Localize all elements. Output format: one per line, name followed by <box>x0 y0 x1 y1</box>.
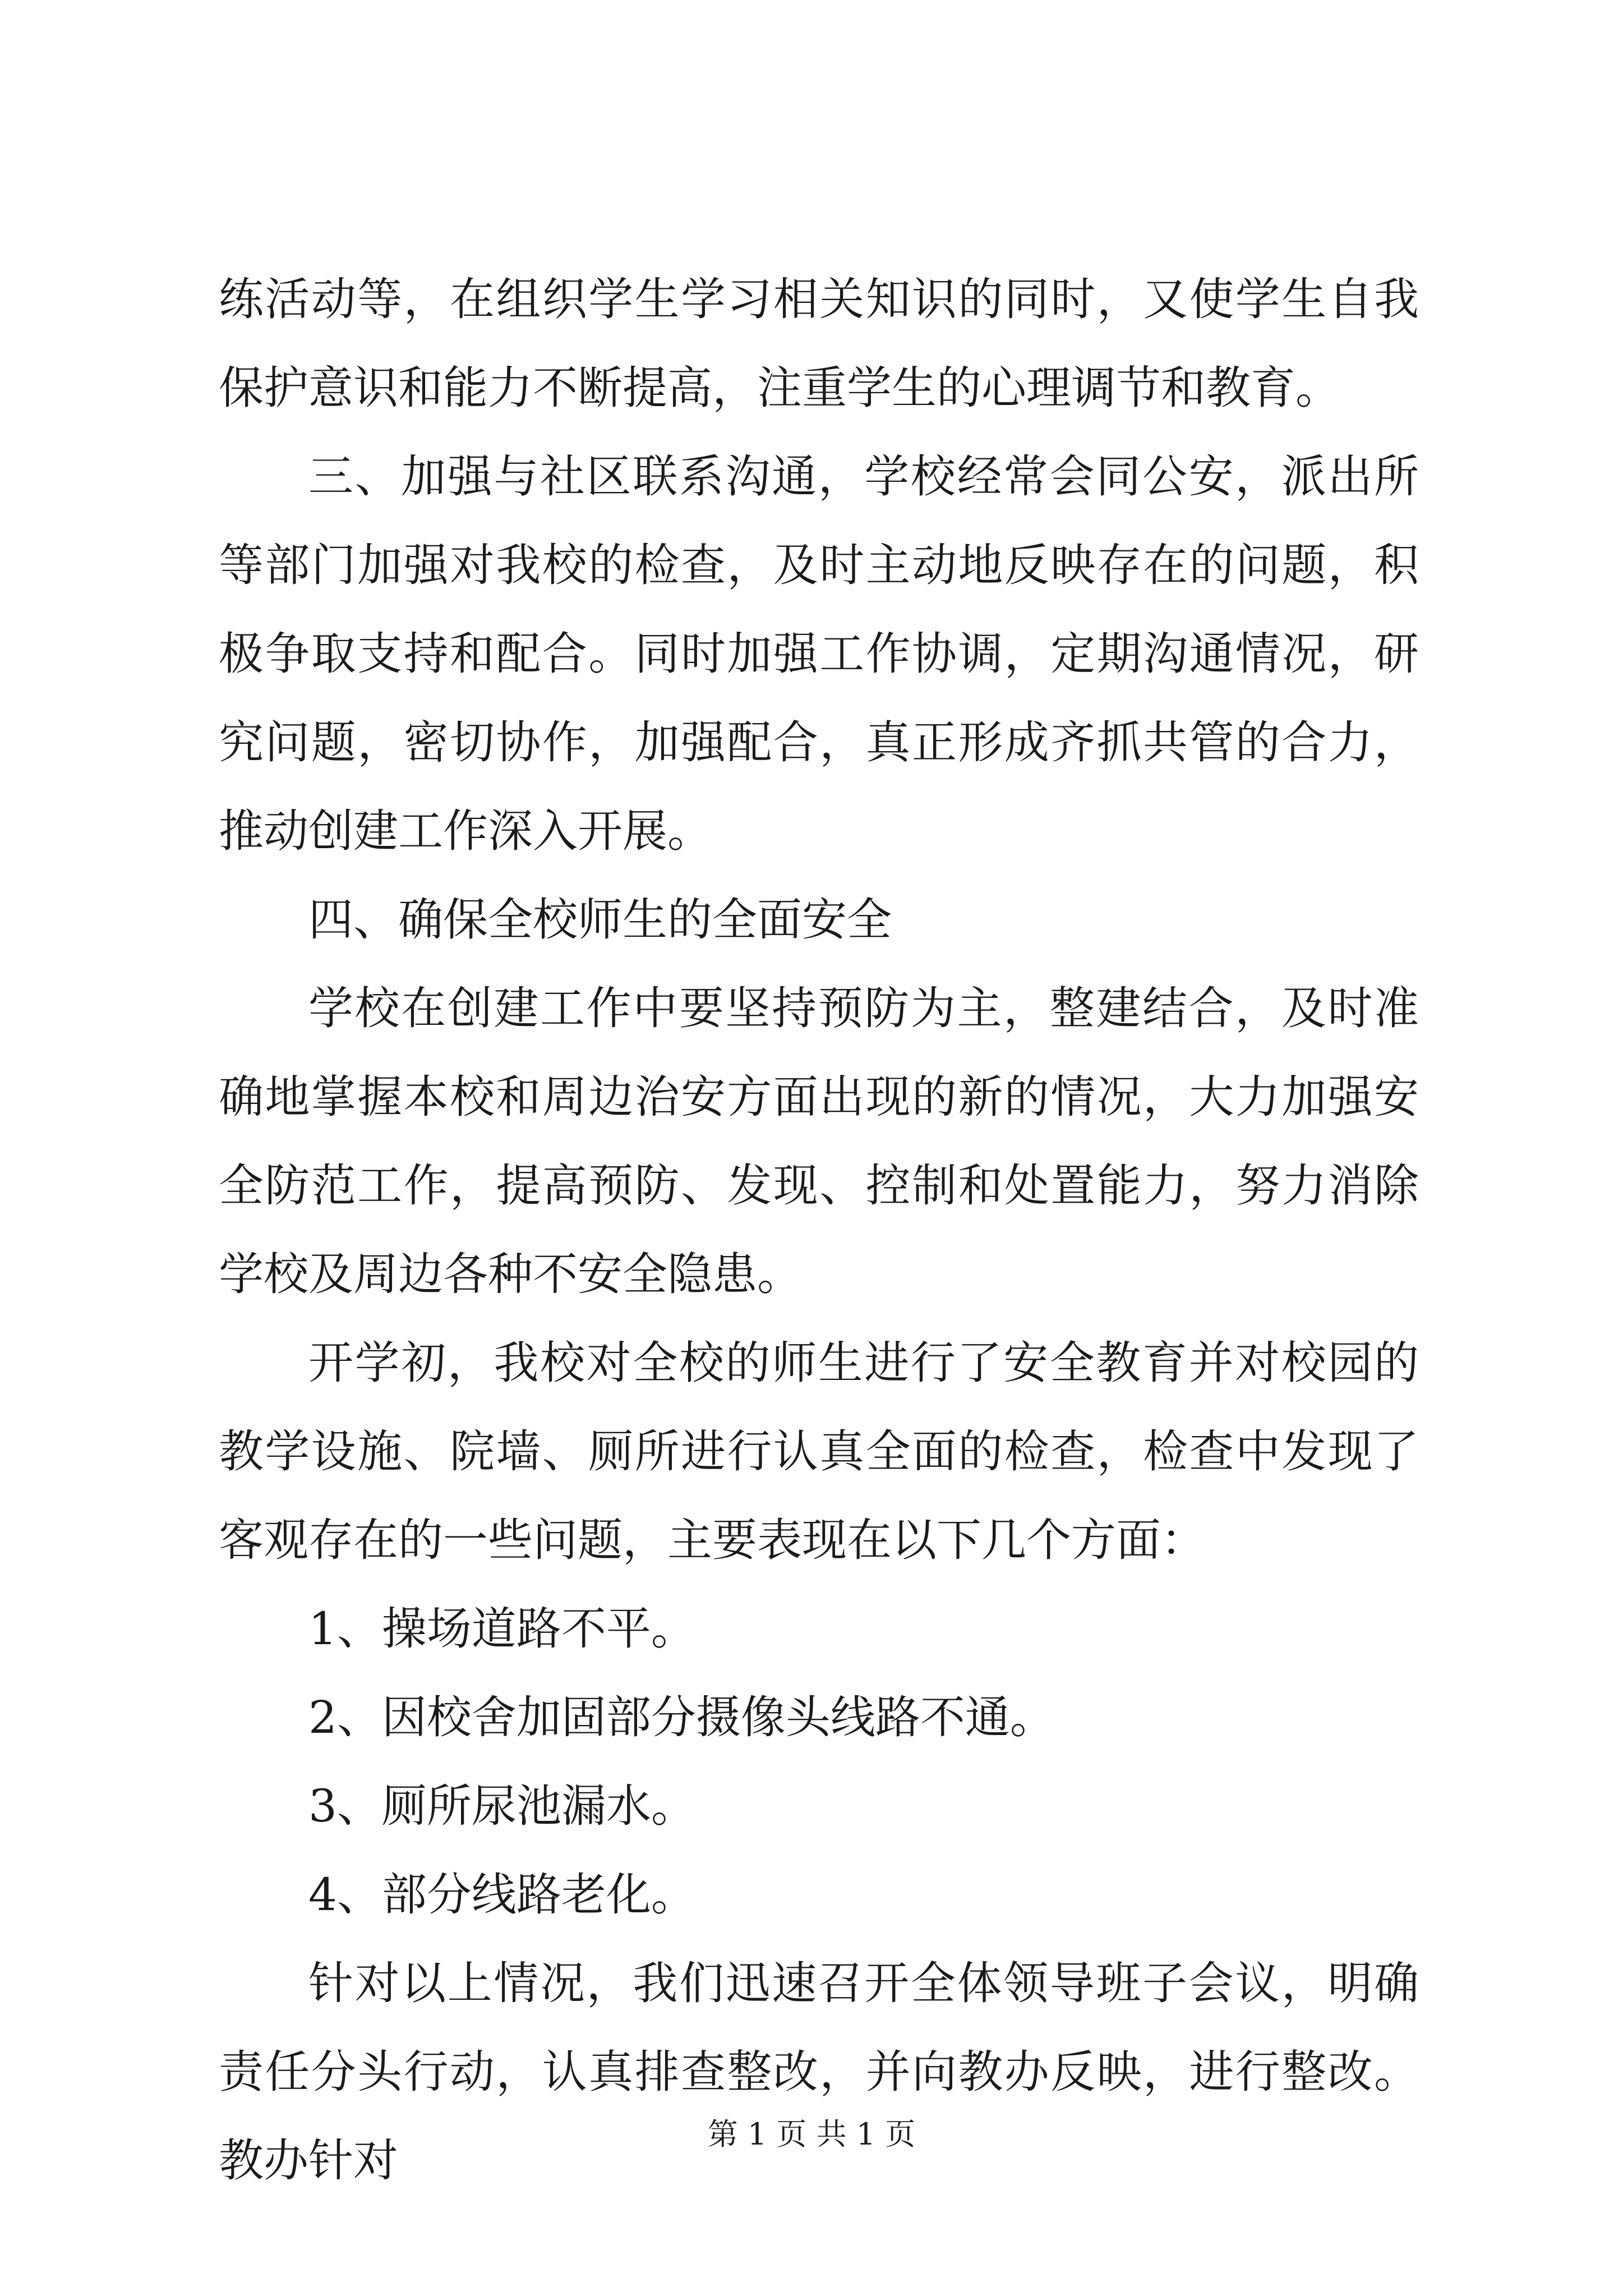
page-number-label: 第 1 页 共 1 页 <box>707 2116 916 2152</box>
paragraph: 开学初，我校对全校的师生进行了安全教育并对校园的教学设施、院墙、厕所进行认真全面的检查，检查中发现了客观存在的一些问题，主要表现在以下几个方面： <box>219 1337 1419 1566</box>
paragraph: 三、加强与社区联系沟通，学校经常会同公安，派出所等部门加强对我校的检查，及时主动地反映存在的问题，积极争取支持和配合。同时加强工作协调，定期沟通情况，研究问题，密切协作，加强配合，真正形成齐抓共管的合力，推动创建工作深入开展。 <box>219 450 1419 857</box>
paragraph: 学校在创建工作中要坚持预防为主，整建结合，及时准确地掌握本校和周边治安方面出现的新的情况，大力加强安全防范工作，提高预防、发现、控制和处置能力，努力消除学校及周边各种不安全隐患。 <box>219 982 1419 1300</box>
section-heading: 四、确保全校师生的全面安全 <box>308 894 892 946</box>
list-item: 2、因校舍加固部分摄像头线路不通。 <box>308 1691 1055 1743</box>
list-item: 4、部分线路老化。 <box>308 1869 696 1921</box>
page-footer <box>0 2115 1623 2154</box>
list-item: 3、厕所尿池漏水。 <box>308 1780 696 1832</box>
paragraph: 针对以上情况，我们迅速召开全体领导班子会议，明确责任分头行动，认真排查整改，并向教办反映，进行整改。教办针对 <box>219 1957 1419 2187</box>
document-body <box>219 255 1419 2205</box>
list-item: 1、操场道路不平。 <box>308 1603 696 1655</box>
paragraph: 练活动等，在组织学生学习相关知识的同时，又使学生自我保护意识和能力不断提高，注重学生的心理调节和教育。 <box>219 273 1419 414</box>
